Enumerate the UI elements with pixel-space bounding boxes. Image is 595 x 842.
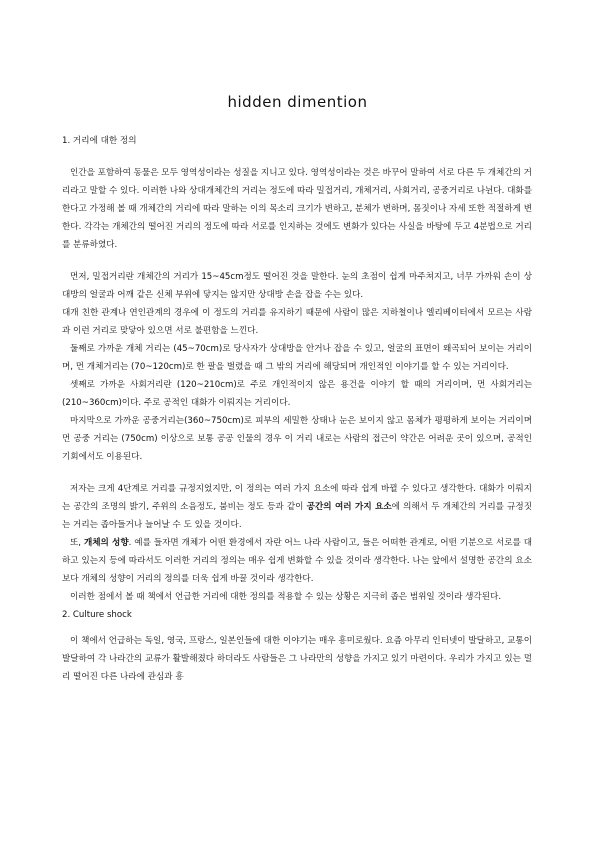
section-1-paragraph-2e: 마지막으로 가까운 공중거리는(360~750cm)로 피부의 세밀한 상태나 눈은 보이지 않고 몸체가 평평하게 보이는 거리이며 먼 공중 거리는 (750cm) 이상으로 보통 공공 인물의 경우 이 거리 내로는 사람의 접근이 약간은 어려운 곳이 있으며, 공적인 기회에서도 이용된다. xyxy=(62,416,532,462)
section-1-paragraph-2a: 먼저, 밀접거리란 개체간의 거리가 15~45cm정도 떨어진 것을 말한다. 눈의 초점이 쉽게 마주쳐지고, 너무 가까워 손이 상대방의 얼굴과 어깨 같은 신체 부위에 닿지는 않지만 상대방 손을 잡을 수는 있다. xyxy=(62,272,532,300)
paragraph-3-text: 저자는 크게 4단계로 거리를 규정지었지만, 이 정의는 여러 가지 요소에 따라 쉽게 바뀔 수 있다고 생각한다. 대화가 이뤄지는 공간의 조명의 밝기, 주위의 소음정도, 붐비는 정도 등과 같이 xyxy=(62,484,532,512)
section-2-paragraph-1: 이 책에서 언급하는 독일, 영국, 프랑스, 일본인들에 대한 이야기는 매우 흥미로웠다. 요즘 아무리 인터넷이 발달하고, 교통이 발달하여 각 나라간의 교류가 활발해졌다 하더라도 사람들은 그 나라만의 성향을 가지고 있기 마련이다. 우리가 가지고 있는 멀리 떨어진 다른 나라에 관심과 흥 xyxy=(62,636,532,682)
paragraph-4-continuation: . 예를 들자면 개체가 어떤 환경에서 자란 어느 나라 사람이고, 들은 어떠한 관계로, 어떤 기분으로 서로를 대하고 있는지 등에 따라서도 이러한 거리의 정의는 매우 쉽게 변화할 수 있을 것이라 생각한다. 나는 앞에서 설명한 공간의 요소보다 개체의 성향이 거리의 정의를 더욱 쉽게 바꿀 것이라 생각한다. xyxy=(62,538,533,584)
section-1-heading: 1. 거리에 대한 정의 xyxy=(62,136,137,146)
section-1-paragraph-2d: 셋째로 가까운 사회거리란 (120~210cm)로 주로 개인적이지 않은 용건을 이야기 할 때의 거리이며, 먼 사회거리는 (210~360cm)이다. 주로 공적인 대화가 이뤄지는 거리이다. xyxy=(62,380,532,408)
document-title: hidden dimention xyxy=(227,93,368,111)
section-1-paragraph-3 xyxy=(62,480,532,534)
paragraph-3-emphasis: 공간의 여러 가지 요소 xyxy=(306,502,392,512)
paragraph-4-lead: 또, xyxy=(70,538,84,548)
paragraph-4-emphasis: 개체의 성향 xyxy=(83,538,129,548)
section-1-paragraph-2c: 둘째로 가까운 개체 거리는 (45~70cm)로 당사자가 상대방을 안거나 잡을 수 있고, 얼굴의 표면이 왜곡되어 보이는 거리이며, 먼 개체거리는 (70~120cm)로 한 팔을 벌렸을 때 그 밖의 거리에 해당되며 개인적인 이야기를 할 수 있는 거리이다. xyxy=(62,344,532,372)
section-1-paragraph-5: 이러한 점에서 볼 때 책에서 언급한 거리에 대한 정의를 적용할 수 있는 상황은 지극히 좁은 범위일 것이라 생각된다. xyxy=(70,592,502,602)
document-body xyxy=(62,132,532,686)
section-1-paragraph-1: 인간을 포함하여 동물은 모두 영역성이라는 성질을 지니고 있다. 영역성이라는 것은 바꾸어 말하여 서로 다른 두 개체간의 거리라고 말할 수 있다. 이러한 나와 상대개체간의 거리는 정도에 따라 밀접거리, 개체거리, 사회거리, 공중거리로 나뉜다. 대화를 한다고 가정해 볼 때 개체간의 거리에 따라 말하는 이의 목소리 크기가 변하고, 분체가 변하며, 몸짓이나 자세 또한 적절하게 변한다. 각각는 개체간의 떨어진 거리의 정도에 따라 서로를 인지하는 것에도 변화가 있다는 사실을 바탕에 두고 4분법으로 거리를 분류하였다. xyxy=(62,168,532,250)
section-2-heading: 2. Culture shock xyxy=(62,610,132,620)
section-1-paragraph-2b: 대개 친한 관계나 연인관계의 경우에 이 정도의 거리를 유지하기 때문에 사람이 많은 지하철이나 엘리베이터에서 모르는 사람과 이런 거리로 맞닿아 있으면 서로 불편함을 느낀다. xyxy=(62,308,532,336)
paragraph-3-continuation: 에 의해서 두 개체간의 거리를 규정짓는 거리는 좁아들거나 늘어날 수 도 있을 것이다. xyxy=(62,502,533,530)
section-1-paragraph-4 xyxy=(62,534,532,588)
